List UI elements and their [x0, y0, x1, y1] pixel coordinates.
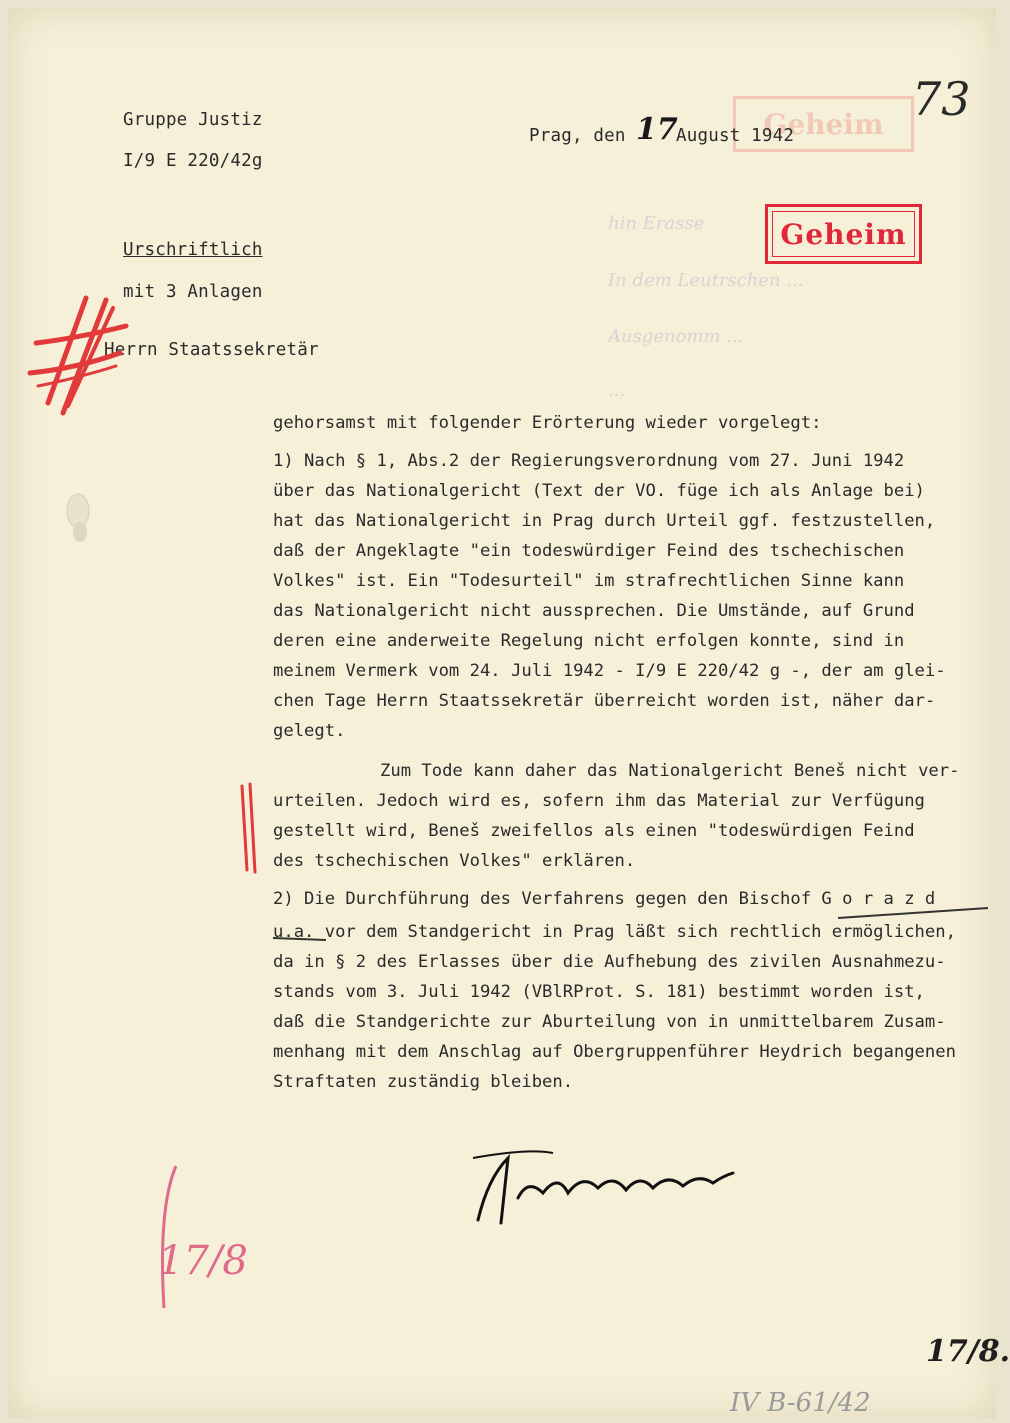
- punch-hole: [73, 522, 87, 542]
- bleed-through-text: In dem Leutrschen ...: [608, 270, 804, 291]
- paragraph-line: über das Nationalgericht (Text der VO. füge ich als Anlage bei): [273, 481, 925, 501]
- address-original: Urschriftlich: [123, 240, 263, 260]
- pink-pencil-stroke: [163, 1166, 177, 1308]
- underline-marks: [273, 908, 988, 940]
- stamp-text: Geheim: [780, 217, 907, 251]
- paragraph-line: das Nationalgericht nicht aussprechen. Die Umstände, auf Grund: [273, 601, 915, 621]
- paragraph-line: gestellt wird, Beneš zweifellos als einen "todeswürdigen Feind: [273, 821, 915, 841]
- paragraph-line: deren eine anderweite Regelung nicht erfolgen konnte, sind in: [273, 631, 905, 651]
- bleed-through-text: ...: [608, 380, 626, 401]
- paragraph-line: des tschechischen Volkes" erklären.: [273, 851, 636, 871]
- signature-flourish: [473, 1151, 553, 1158]
- paragraph-line: u.a. vor dem Standgericht in Prag läßt sich rechtlich ermöglichen,: [273, 922, 956, 942]
- department: Gruppe Justiz: [123, 110, 263, 130]
- paragraph-line: Volkes" ist. Ein "Todesurteil" im strafrechtlichen Sinne kann: [273, 571, 905, 591]
- address-recipient: Herrn Staatssekretär: [104, 340, 319, 360]
- date-month-year: August 1942: [676, 126, 795, 146]
- paragraph-line: daß der Angeklagte "ein todeswürdiger Feind des tschechischen: [273, 541, 905, 561]
- paragraph-line: urteilen. Jedoch wird es, sofern ihm das Material zur Verfügung: [273, 791, 925, 811]
- place-date-prefix: Prag, den: [529, 126, 626, 146]
- paragraph-line: stands vom 3. Juli 1942 (VBlRProt. S. 181) bestimmt worden ist,: [273, 982, 925, 1002]
- bottom-right-initials: 17/8.: [926, 1334, 1010, 1369]
- intro-line: gehorsamst mit folgender Erörterung wieder vorgelegt:: [273, 413, 822, 433]
- document-page: [8, 8, 1010, 1418]
- paragraph-line: meinem Vermerk vom 24. Juli 1942 - I/9 E 220/42 g -, der am glei-: [273, 661, 946, 681]
- paragraph-line: Zum Tode kann daher das Nationalgericht Beneš nicht ver-: [380, 761, 960, 781]
- paragraph-line: hat das Nationalgericht in Prag durch Urteil ggf. festzustellen,: [273, 511, 936, 531]
- bleed-through-text: hin Erasse: [608, 213, 705, 234]
- red-margin-lines: [242, 784, 255, 872]
- address-enclosures: mit 3 Anlagen: [123, 282, 263, 302]
- archive-number: IV B-61/42: [730, 1388, 871, 1418]
- paragraph-line: chen Tage Herrn Staatssekretär überreicht worden ist, näher dar-: [273, 691, 936, 711]
- faint-stamp-text: Geheim: [763, 107, 884, 141]
- red-pencil-date: 17/8: [158, 1238, 248, 1284]
- reference-number: I/9 E 220/42g: [123, 151, 263, 171]
- paragraph-line: 1) Nach § 1, Abs.2 der Regierungsverordnung vom 27. Juni 1942: [273, 451, 905, 471]
- handwritten-page-number: 73: [912, 72, 971, 126]
- paragraph-line: menhang mit dem Anschlag auf Obergruppenführer Heydrich begangenen: [273, 1042, 956, 1062]
- paragraph-line: daß die Standgerichte zur Aburteilung von in unmittelbarem Zusam-: [273, 1012, 946, 1032]
- paragraph-line: Straftaten zuständig bleiben.: [273, 1072, 574, 1092]
- paragraph-line: da in § 2 des Erlasses über die Aufhebung des zivilen Ausnahmezu-: [273, 952, 946, 972]
- marks-layer: [8, 8, 996, 1418]
- handwritten-day: 17: [636, 112, 678, 147]
- paragraph-line: 2) Die Durchführung des Verfahrens gegen den Bischof G o r a z d: [273, 889, 936, 909]
- red-hash-mark: [30, 298, 126, 413]
- bleed-through-text: Ausgenomm ...: [608, 326, 744, 347]
- signature: [478, 1158, 733, 1223]
- paragraph-line: gelegt.: [273, 721, 346, 741]
